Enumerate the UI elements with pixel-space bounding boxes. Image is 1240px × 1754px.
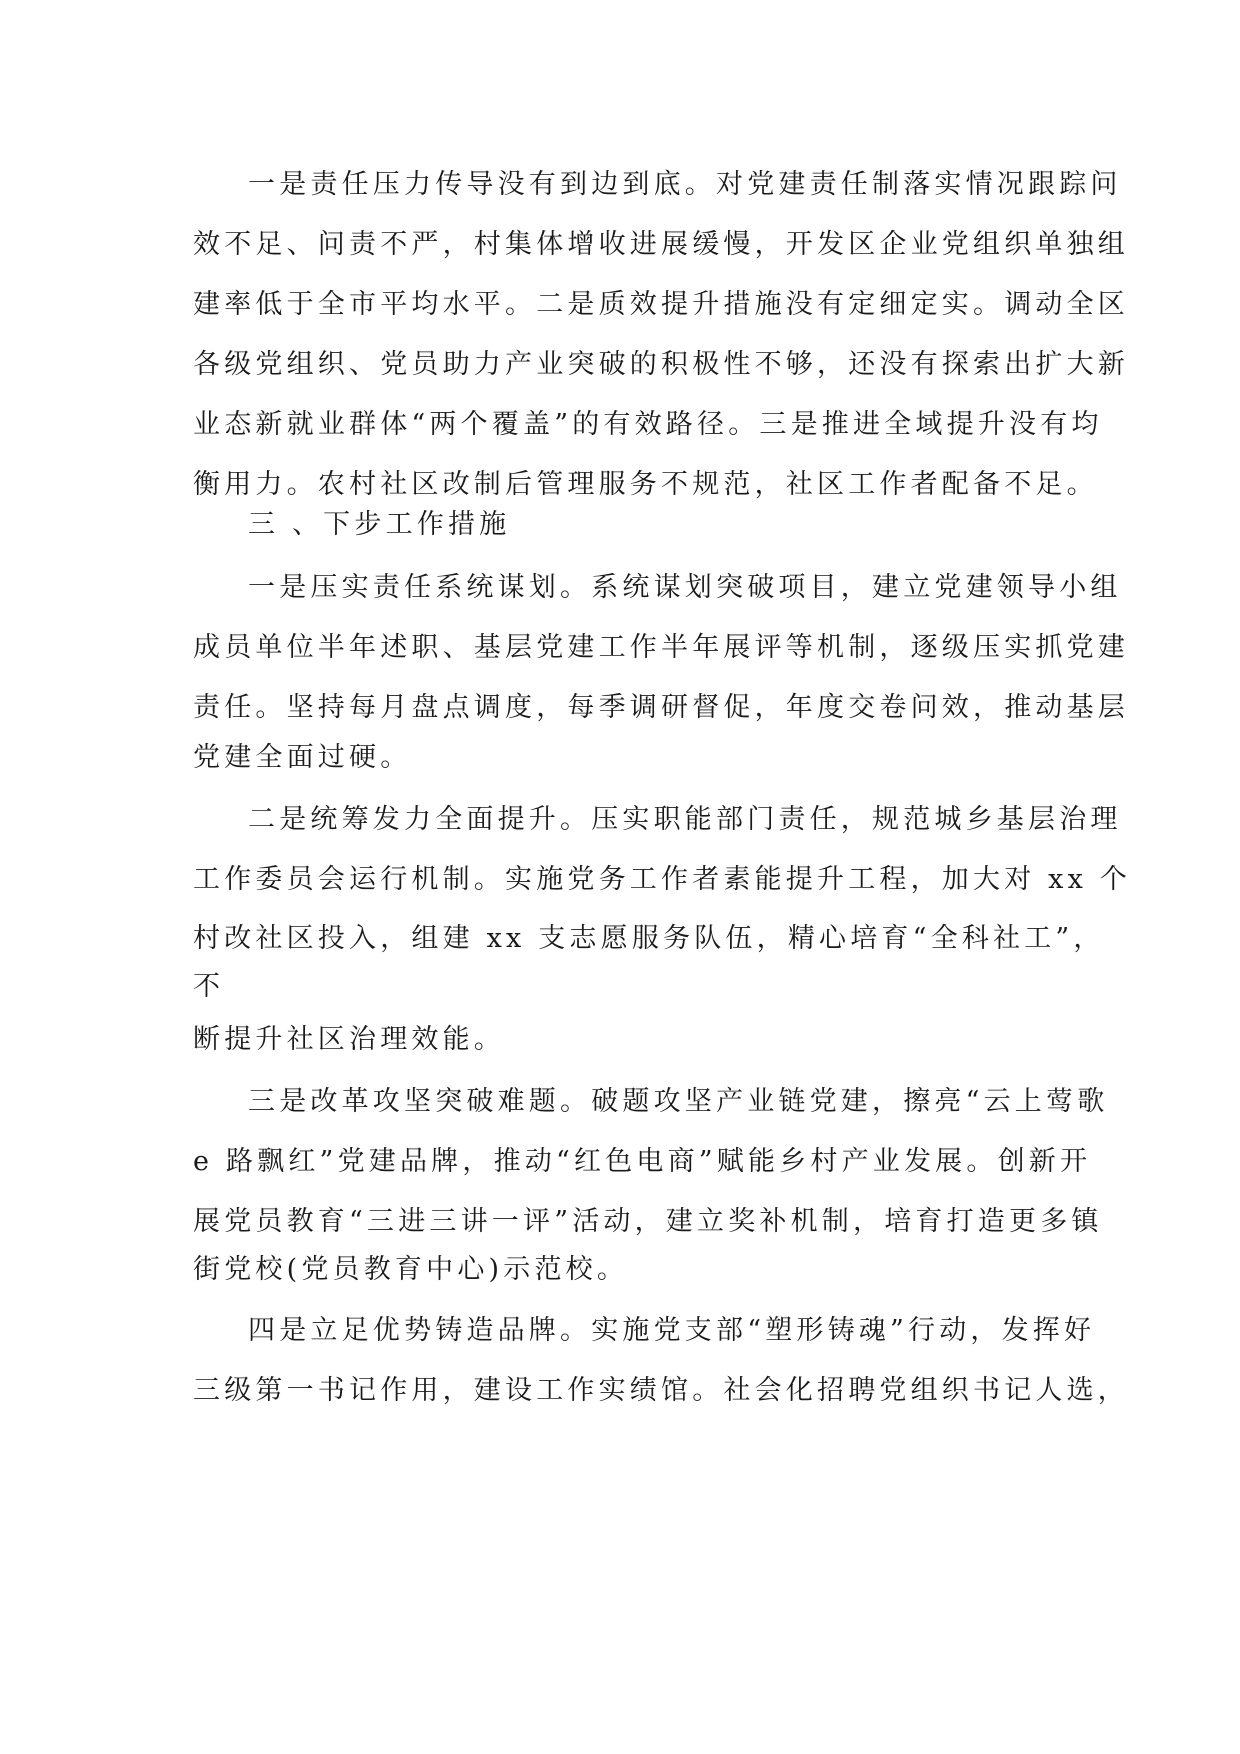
- text-line: 一是责任压力传导没有到边到底。对党建责任制落实情况跟踪问: [248, 169, 1122, 200]
- text-line: 业态新就业群体“两个覆盖”的有效路径。三是推进全域提升没有均: [193, 409, 1103, 440]
- text-line: 二是统筹发力全面提升。压实职能部门责任，规范城乡基层治理: [248, 804, 1122, 835]
- text-line: 村改社区投入，组建 xx 支志愿服务队伍，精心培育“全科社工”，: [193, 923, 1105, 954]
- text-line: 一是压实责任系统谋划。系统谋划突破项目，建立党建领导小组: [248, 572, 1122, 603]
- text-line: 展党员教育“三进三讲一评”活动，建立奖补机制，培育打造更多镇: [193, 1206, 1103, 1237]
- text-line: 衡用力。农村社区改制后管理服务不规范，社区工作者配备不足。: [193, 469, 1098, 500]
- section-heading: 三 、下步工作措施: [248, 509, 511, 540]
- text-line: 街党校(党员教育中心)示范校。: [193, 1254, 629, 1285]
- text-line: 三级第一书记作用，建设工作实绩馆。社会化招聘党组织书记人选，: [193, 1375, 1129, 1406]
- text-line: e 路飘红”党建品牌，推动“红色电商”赋能乡村产业发展。创新开: [193, 1146, 1092, 1177]
- text-line: 三是改革攻坚突破难题。破题攻坚产业链党建，擦亮“云上莺歌: [248, 1086, 1109, 1117]
- text-line: 不: [193, 971, 225, 1002]
- text-line: 断提升社区治理效能。: [193, 1024, 505, 1055]
- text-line: 四是立足优势铸造品牌。实施党支部“塑形铸魂”行动，发挥好: [248, 1315, 1096, 1346]
- text-line: 效不足、问责不严，村集体增收进展缓慢，开发区企业党组织单独组: [193, 229, 1129, 260]
- text-line: 成员单位半年述职、基层党建工作半年展评等机制，逐级压实抓党建: [193, 632, 1129, 663]
- text-line: 工作委员会运行机制。实施党务工作者素能提升工程，加大对 xx 个: [193, 864, 1132, 895]
- text-line: 建率低于全市平均水平。二是质效提升措施没有定细定实。调动全区: [193, 289, 1129, 320]
- text-line: 各级党组织、党员助力产业突破的积极性不够，还没有探索出扩大新: [193, 349, 1129, 380]
- text-line: 责任。坚持每月盘点调度，每季调研督促，年度交卷问效，推动基层: [193, 692, 1129, 723]
- text-line: 党建全面过硬。: [193, 742, 412, 773]
